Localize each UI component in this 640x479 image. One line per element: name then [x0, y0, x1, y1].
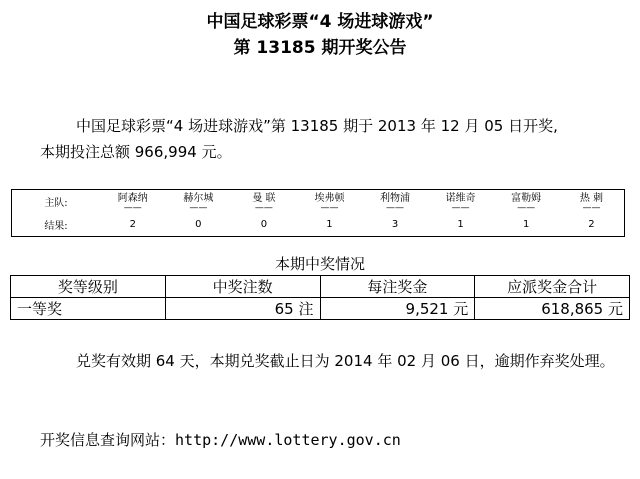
dash: —— [386, 202, 405, 213]
match-cell [297, 190, 363, 214]
result-label: 结果: [44, 221, 68, 232]
match-cell [428, 190, 494, 214]
team-name: 富勒姆 [511, 192, 542, 204]
prize-table [10, 275, 630, 320]
dash: —— [123, 202, 142, 213]
match-cell [231, 190, 297, 214]
result-cell: 0 [260, 219, 268, 230]
match-table [11, 189, 625, 237]
dash: —— [189, 202, 208, 213]
site-line [40, 430, 401, 450]
team-name: 诺维奇 [445, 192, 476, 204]
result-cell: 2 [129, 219, 136, 230]
home-team-label: 主队: [44, 198, 68, 209]
announcement-title: 中国足球彩票“4 场进球游戏” [206, 12, 434, 32]
per-bet-prize: 9,521 元 [320, 298, 475, 320]
header-per-bet: 每注奖金 [320, 276, 475, 298]
dash: —— [320, 202, 339, 213]
dash: —— [254, 202, 273, 213]
dash: —— [582, 202, 601, 213]
home-team-row [12, 190, 625, 214]
result-cell: 1 [457, 219, 464, 230]
sales-total-sentence: 本期投注总额 966,994 元。 [40, 143, 232, 161]
match-cell [362, 190, 428, 214]
result-row [12, 213, 625, 237]
winning-count: 65 注 [165, 298, 320, 320]
intro-paragraph [40, 113, 620, 165]
match-cell [100, 190, 166, 214]
result-cell: 3 [391, 219, 399, 230]
match-cell [559, 190, 625, 214]
team-name: 阿森纳 [117, 192, 148, 204]
team-name: 热 刺 [579, 192, 604, 204]
result-cell: 1 [326, 219, 333, 230]
header-total: 应派奖金合计 [475, 276, 630, 298]
prize-section-title: 本期中奖情况 [274, 255, 365, 273]
draw-sentence: 中国足球彩票“4 场进球游戏”第 13185 期于 2013 年 12 月 05 日开奖, [76, 117, 558, 135]
total-prize: 618,865 元 [475, 298, 630, 320]
team-name: 利物浦 [380, 192, 411, 204]
result-cell: 2 [588, 219, 595, 230]
dash: —— [517, 202, 536, 213]
team-name: 曼 联 [252, 192, 276, 204]
prize-header-row [11, 276, 630, 298]
match-cell [166, 190, 232, 214]
header-level: 奖等级别 [11, 276, 166, 298]
site-url-link[interactable]: http://www.lottery.gov.cn [175, 431, 401, 449]
dash: —— [451, 202, 470, 213]
validity-paragraph [40, 348, 630, 374]
header-count: 中奖注数 [165, 276, 320, 298]
prize-level: 一等奖 [11, 298, 166, 320]
announcement-subtitle: 第 13185 期开奖公告 [233, 38, 407, 58]
result-cell: 1 [522, 219, 530, 230]
match-cell [493, 190, 559, 214]
validity-text: 兑奖有效期 64 天，本期兑奖截止日为 2014 年 02 月 06 日，逾期作弃奖处理。 [76, 352, 615, 370]
prize-row [11, 298, 630, 320]
team-name: 赫尔城 [183, 192, 214, 204]
site-label: 开奖信息查询网站： [40, 431, 176, 449]
result-cell: 0 [195, 219, 202, 230]
team-name: 埃弗顿 [314, 192, 345, 204]
